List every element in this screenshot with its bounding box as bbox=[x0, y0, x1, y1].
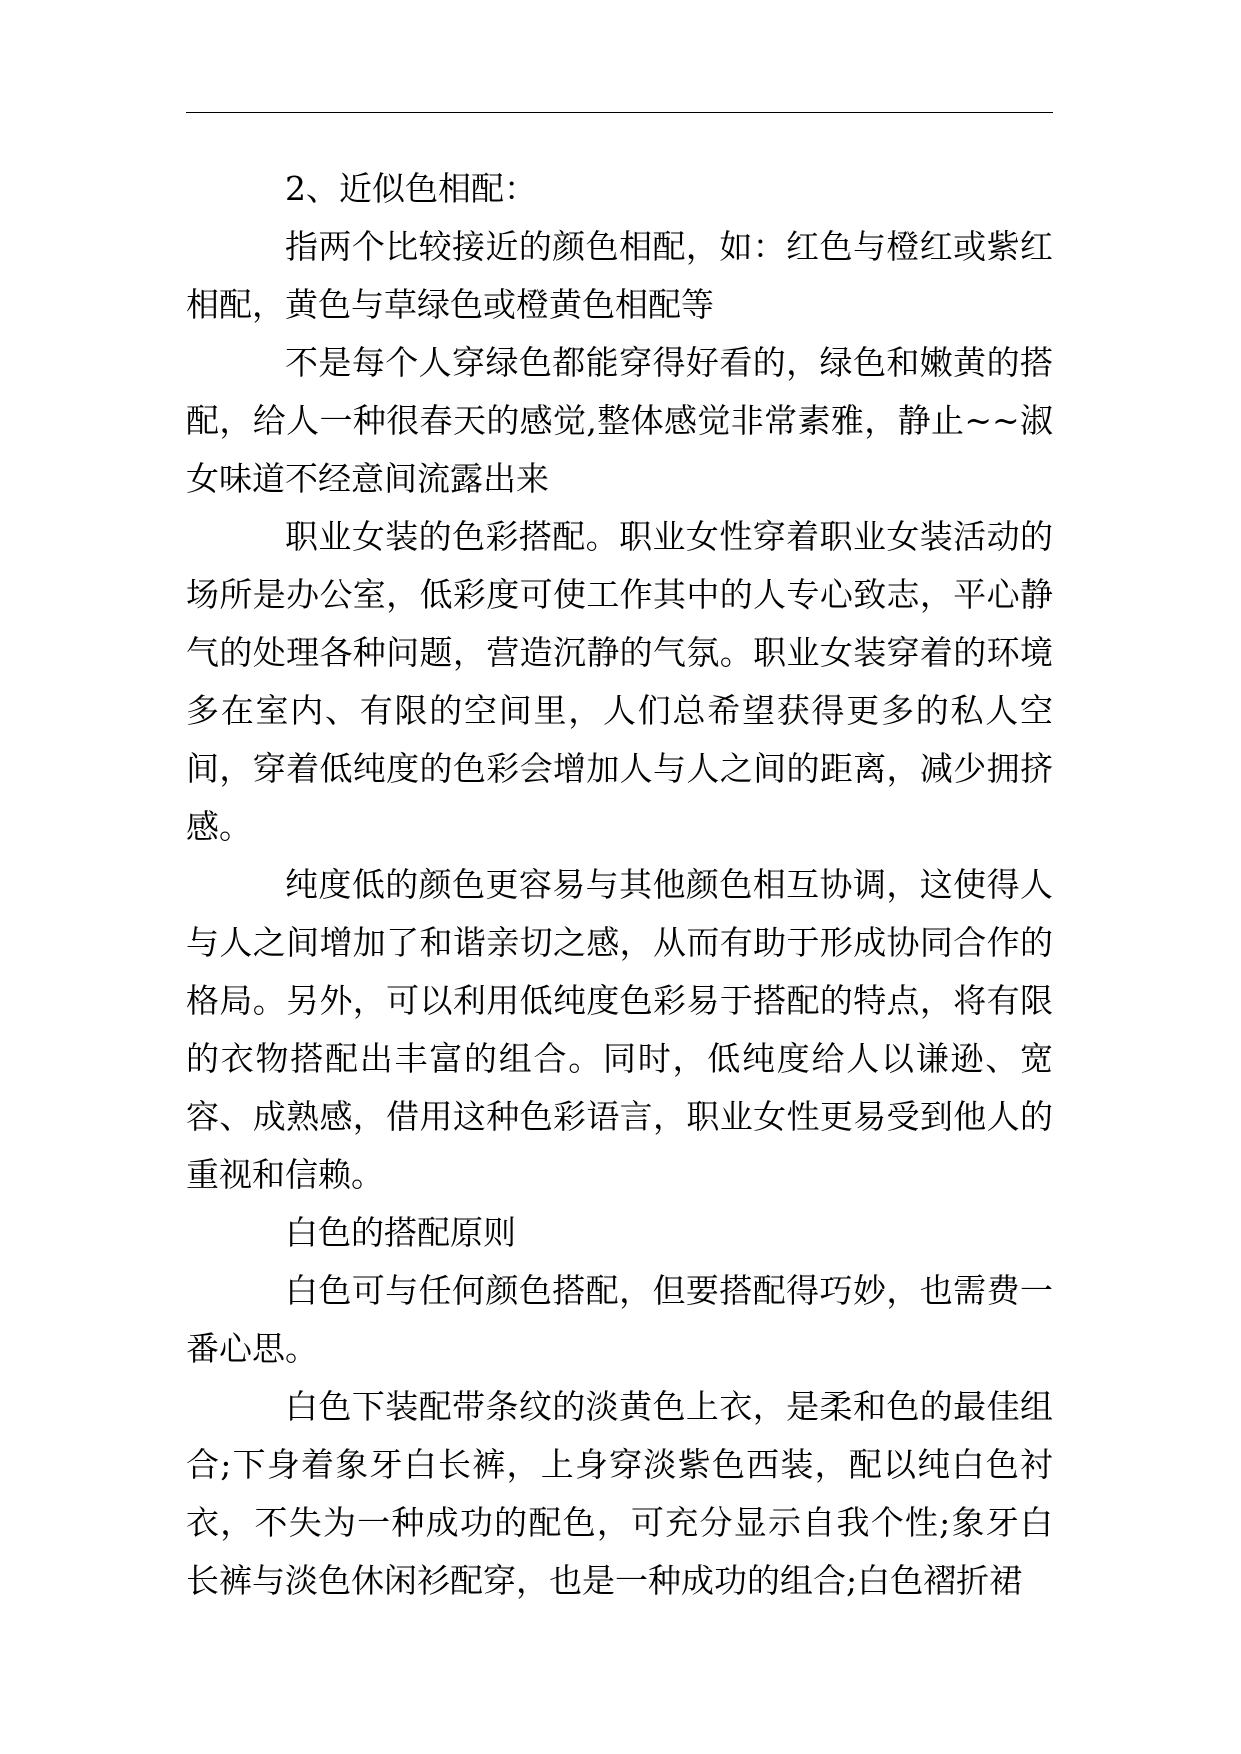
paragraph: 白色可与任何颜色搭配，但要搭配得巧妙，也需费一番心思。 bbox=[186, 1271, 1053, 1368]
paragraph: 白色下装配带条纹的淡黄色上衣，是柔和色的最佳组合;下身着象牙白长裤，上身穿淡紫色西装，配以纯白色衬衣，不失为一种成功的配色，可充分显示自我个性;象牙白长裤与淡色休闲衫配穿，也是一种成功的组合;白色褶折裙 bbox=[186, 1387, 1053, 1600]
heading-similar-colors: 2、近似色相配： bbox=[285, 169, 537, 208]
header-rule bbox=[186, 112, 1053, 113]
paragraph: 指两个比较接近的颜色相配，如：红色与橙红或紫红相配，黄色与草绿色或橙黄色相配等 bbox=[186, 227, 1053, 324]
paragraph: 纯度低的颜色更容易与其他颜色相互协调，这使得人与人之间增加了和谐亲切之感，从而有助于形成协同合作的格局。另外，可以利用低纯度色彩易于搭配的特点，将有限的衣物搭配出丰富的组合。同时，低纯度给人以谦逊、宽容、成熟感，借用这种色彩语言，职业女性更易受到他人的重视和信赖。 bbox=[186, 865, 1053, 1194]
paragraph: 不是每个人穿绿色都能穿得好看的，绿色和嫩黄的搭配，给人一种很春天的感觉,整体感觉非常素雅，静止~~淑女味道不经意间流露出来 bbox=[186, 343, 1053, 498]
document-body bbox=[186, 160, 1053, 1610]
paragraph: 职业女装的色彩搭配。职业女性穿着职业女装活动的场所是办公室，低彩度可使工作其中的人专心致志，平心静气的处理各种问题，营造沉静的气氛。职业女装穿着的环境多在室内、有限的空间里，人们总希望获得更多的私人空间，穿着低纯度的色彩会增加人与人之间的距离，减少拥挤感。 bbox=[186, 517, 1053, 846]
heading-white-principles: 白色的搭配原则 bbox=[285, 1213, 516, 1252]
